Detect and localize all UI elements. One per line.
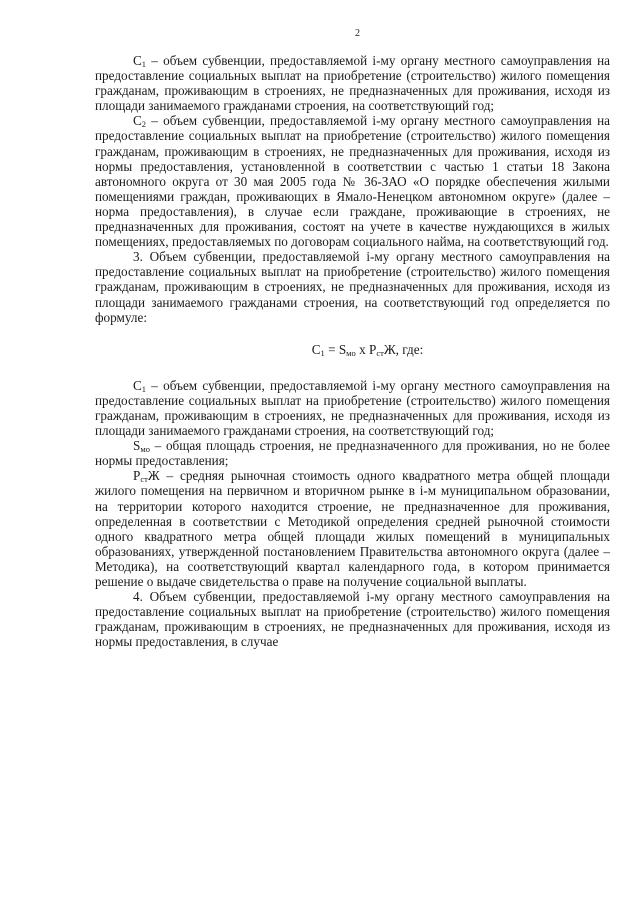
definition-text: – общая площадь строения, не предназначенного для проживания, но не более нормы предоставления; [95,438,610,469]
definition-text: – объем субвенции, предоставляемой i-му органу местного самоуправления на предоставление социальных выплат на приобретение (строительство) жилого помещения гражданам, проживающим в строениях, не предназначенных для проживания, исходя из площади занимаемого гражданами строения, на соответствующий год; [95,377,610,439]
page-number: 2 [355,28,360,39]
section-4-paragraph: 4. Объем субвенции, предоставляемой i-му органу местного самоуправления на предоставление социальных выплат на приобретение (строительство) жилого помещения гражданам, проживающим в строениях, не предназначенных для проживания, исходя из нормы предоставления, в случае [95,589,610,650]
formula-s-subscript: мо [346,347,356,358]
formula-times: x P [355,341,377,357]
definition-c1-formula-paragraph [95,378,610,438]
section-3-paragraph: 3. Объем субвенции, предоставляемой i-му органу местного самоуправления на предоставление социальных выплат на приобретение (строительство) жилого помещения гражданам, проживающим в строениях, не предназначенных для проживания, исходя из площади занимаемого гражданами строения, на соответствующий год определяется по формуле: [95,249,610,325]
subscript: мо [140,444,150,455]
symbol: P [133,468,141,484]
symbol: C [133,53,142,68]
definition-c2-paragraph [95,113,610,249]
definition-c1-paragraph [95,53,610,113]
subscript: ст [140,474,148,485]
symbol: C [133,377,142,393]
formula-lhs: C [311,341,321,357]
subscript: 2 [141,119,147,130]
definition-text: – объем субвенции, предоставляемой i-му органу местного самоуправления на предоставление социальных выплат на приобретение (строительство) жилого помещения гражданам, проживающим в строениях, не предназначенных для проживания, исходя из нормы предоставления, установленной в соответствии с частью 1 статьи 18 Закона автономного округа от 30 мая 2005 года № 36-ЗАО «О порядке обеспечения жилыми помещениями граждан, проживающих в Ямало-Ненецком автономном округе» (далее – норма предоставления), в случае если граждане, проживающие в строениях, не предназначенных для проживания, состоят на учете в качестве нуждающихся в жилых помещениях, предоставляемых по договорам социального найма, на соответствующий год. [95,113,610,250]
formula-tail: Ж, где: [383,341,424,357]
subscript: 1 [141,383,147,394]
formula-equals: = S [324,341,347,357]
definition-text: – объем субвенции, предоставляемой i-му органу местного самоуправления на предоставление социальных выплат на приобретение (строительство) жилого помещения гражданам, проживающим в строениях, не предназначенных для проживания, исходя из площади занимаемого гражданами строения, на соответствующий год; [95,53,610,114]
definition-smo-paragraph [95,438,610,468]
symbol: C [133,113,142,129]
formula-p-subscript: ст [376,347,384,358]
subscript: 1 [141,59,147,69]
definition-pst-paragraph [95,468,610,589]
formula-lhs-subscript: 1 [320,347,325,358]
symbol: S [133,438,141,454]
definition-text: Ж – средняя рыночная стоимость одного квадратного метра общей площади жилого помещения на первичном и вторичном рынке в i-м муниципальном образовании, на территории которого находится строение, не предназначенное для проживания, определенная в соответствии с Методикой определения средней рыночной стоимости одного квадратного метра общей площади жилых помещений в муниципальных образованиях, утвержденной постановлением Правительства автономного округа (далее – Методика), на соответствующий квартал календарного года, в котором принимается решение о выдаче свидетельства о праве на получение социальной выплаты. [95,468,610,589]
formula [95,342,610,357]
